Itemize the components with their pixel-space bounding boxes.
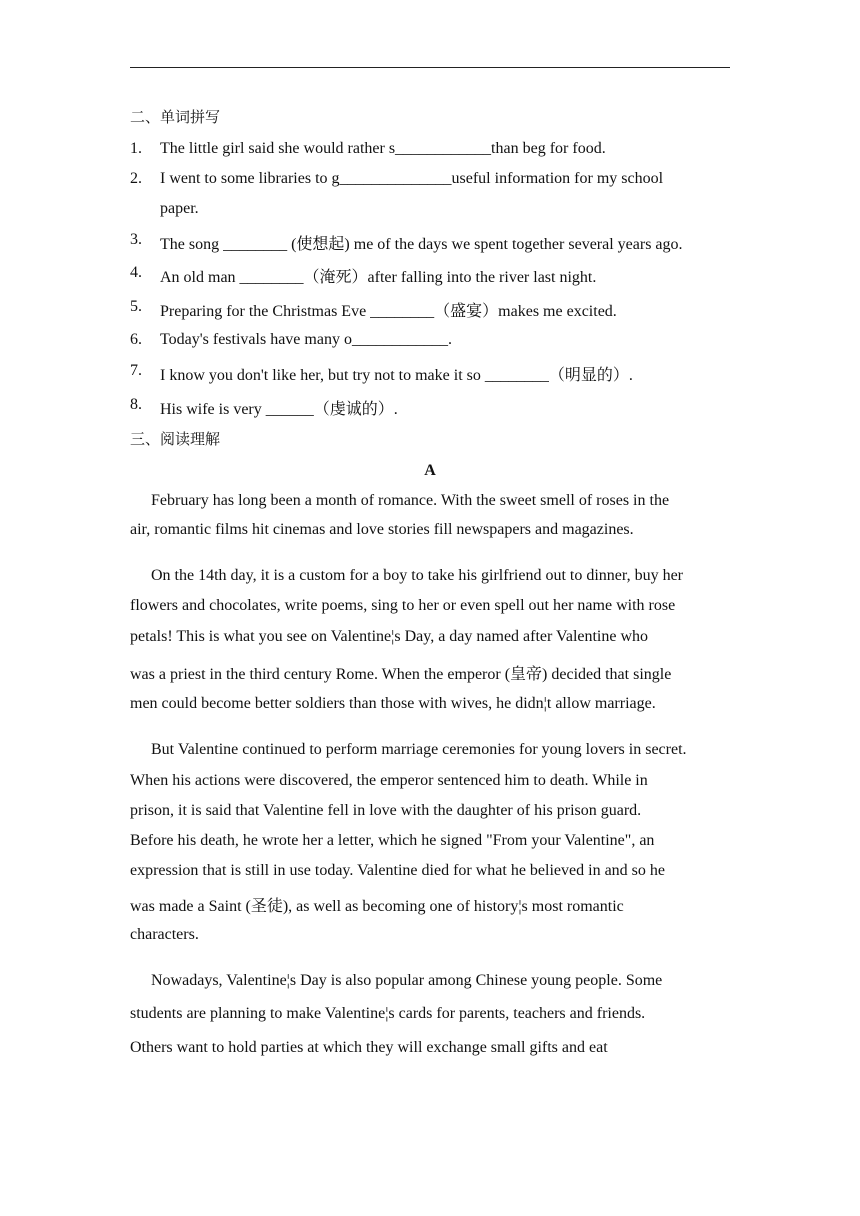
item-number: 8. [130,396,142,413]
item-text: His wife is very ______（虔诚的）. [160,401,398,418]
item-number: 2. [130,170,142,187]
item-number: 1. [130,140,142,157]
item-number: 3. [130,231,142,248]
passage-line: students are planning to make Valentine¦s cards for parents, teachers and friends. [130,1005,646,1022]
item-number: 6. [130,331,142,348]
passage-line: air, romantic films hit cinemas and love stories fill newspapers and magazines. [130,521,634,538]
item-text: Today's festivals have many o____________. [160,331,452,348]
passage-line: was made a Saint (圣徒), as well as becoming one of history¦s most romantic [130,898,624,915]
item-text-continued: paper. [160,200,199,217]
passage-line: Nowadays, Valentine¦s Day is also popular among Chinese young people. Some [151,972,663,989]
passage-line: petals! This is what you see on Valentine¦s Day, a day named after Valentine who [130,628,649,645]
passage-line: But Valentine continued to perform marriage ceremonies for young lovers in secret. [151,741,687,758]
section-heading-spelling: 二、单词拼写 [130,108,221,126]
passage-line: flowers and chocolates, write poems, sing to her or even spell out her name with rose [130,597,676,614]
item-number: 7. [130,362,142,379]
passage-line: February has long been a month of romance. With the sweet smell of roses in the [151,492,670,509]
passage-line: Before his death, he wrote her a letter, which he signed "From your Valentine", an [130,832,655,849]
section-heading-reading: 三、阅读理解 [130,430,221,448]
passage-title: A [424,462,436,479]
passage-line: was a priest in the third century Rome. When the emperor (皇帝) decided that single [130,666,672,683]
header-rule [130,67,730,68]
item-text: The little girl said she would rather s____________than beg for food. [160,140,606,157]
passage-line: When his actions were discovered, the emperor sentenced him to death. While in [130,772,648,789]
item-number: 5. [130,298,142,315]
item-number: 4. [130,264,142,281]
item-text: I know you don't like her, but try not to make it so ________（明显的）. [160,367,633,384]
item-text: The song ________ (使想起) me of the days we spent together several years ago. [160,236,683,253]
item-text: Preparing for the Christmas Eve ________（盛宴）makes me excited. [160,303,617,320]
passage-line: expression that is still in use today. Valentine died for what he believed in and so he [130,862,665,879]
passage-line: characters. [130,926,199,943]
passage-line: prison, it is said that Valentine fell in love with the daughter of his prison guard. [130,802,642,819]
item-text: I went to some libraries to g______________useful information for my school [160,170,664,187]
passage-line: On the 14th day, it is a custom for a boy to take his girlfriend out to dinner, buy her [151,567,683,584]
item-text: An old man ________（淹死）after falling into the river last night. [160,269,597,286]
passage-line: men could become better soldiers than those with wives, he didn¦t allow marriage. [130,695,656,712]
passage-line: Others want to hold parties at which they will exchange small gifts and eat [130,1039,608,1056]
